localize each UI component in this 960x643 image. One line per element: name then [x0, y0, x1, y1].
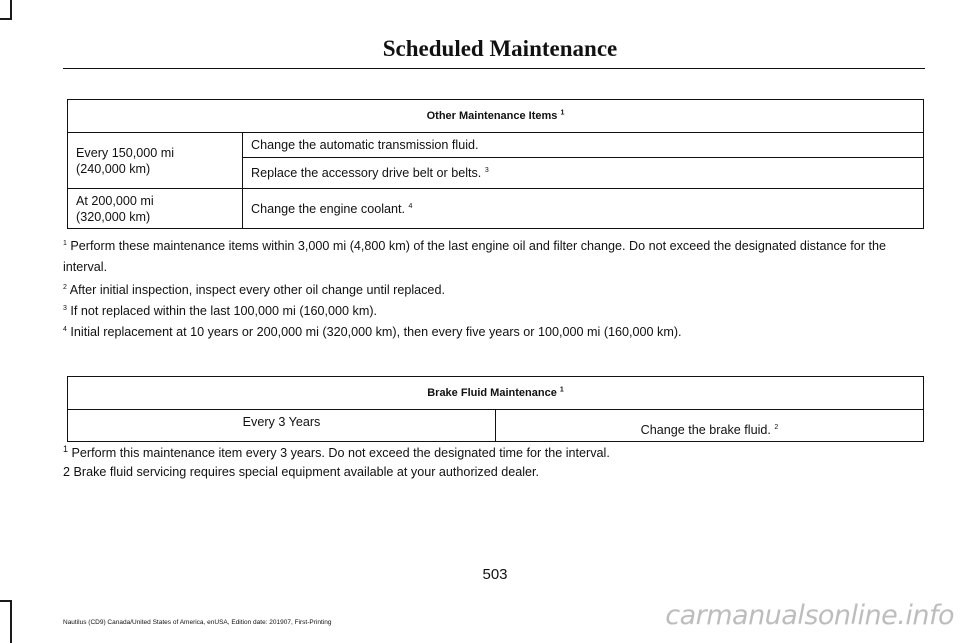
watermark: carmanualsonline.info: [665, 600, 954, 631]
table1-heading: [68, 100, 924, 133]
table1-action-2-sup: 3: [484, 166, 489, 174]
table1-action-2-text: Replace the accessory drive belt or belts.: [251, 166, 482, 180]
header-rule: [63, 68, 925, 69]
footnote-3: [63, 301, 929, 322]
footnote-2-text: After initial inspection, inspect every other oil change until replaced.: [69, 283, 445, 297]
footnote-3-num: 3: [63, 304, 67, 312]
table2-action-sup: 2: [774, 423, 779, 431]
brake-fluid-table: [67, 376, 924, 442]
table1-interval-3: At 200,000 mi (320,000 km): [68, 189, 243, 229]
table2-interval: Every 3 Years: [68, 410, 496, 442]
table1-action-1-text: Change the automatic transmission fluid.: [251, 138, 479, 152]
table2-heading-text: Brake Fluid Maintenance: [427, 387, 557, 399]
table1-action-1: [243, 133, 924, 158]
table2-action-text: Change the brake fluid.: [640, 423, 771, 437]
footnote-4-num: 4: [63, 325, 67, 333]
crop-mark-bottom-left-v: [10, 600, 12, 643]
footnote-4-text: Initial replacement at 10 years or 200,000 mi (320,000 km), then every five years or 100,000 mi (160,000 km).: [70, 325, 682, 339]
footnotes-table1: [63, 236, 929, 343]
table1-heading-sup: 1: [560, 109, 565, 117]
table1-action-3-text: Change the engine coolant.: [251, 201, 406, 216]
table1-action-2: [243, 158, 924, 189]
footnote-b2-num: 2: [63, 465, 71, 479]
table1-action-3-sup: 4: [408, 202, 413, 210]
footnote-2: [63, 280, 929, 301]
footnote-b2-text: Brake fluid servicing requires special equipment available at your authorized dealer.: [73, 465, 540, 479]
crop-mark-top-left-h: [0, 18, 12, 20]
footnote-4: [63, 322, 929, 343]
page-title: Scheduled Maintenance: [382, 36, 618, 61]
footnote-1: [63, 236, 929, 278]
footnote-b1-text: Perform this maintenance item every 3 years. Do not exceed the designated time for the interval.: [71, 446, 610, 460]
footnote-2-num: 2: [63, 283, 67, 291]
table1-interval-1: Every 150,000 mi (240,000 km): [68, 133, 243, 189]
footnote-3-text: If not replaced within the last 100,000 mi (160,000 km).: [70, 304, 378, 318]
table2-action: [496, 410, 924, 442]
crop-mark-top-left-v: [10, 0, 12, 20]
edition-footer: Nautilus (CD9) Canada/United States of America, enUSA, Edition date: 201907, First-Printing: [63, 619, 332, 626]
footnote-b1: [63, 443, 610, 460]
table2-heading-sup: 1: [559, 386, 564, 394]
table1-heading-text: Other Maintenance Items: [426, 110, 558, 122]
table2-heading: [68, 377, 924, 410]
footnote-1-text: Perform these maintenance items within 3,000 mi (4,800 km) of the last engine oil and filter change. Do not exceed the designated distance for the interval.: [63, 239, 886, 274]
crop-mark-bottom-left-h: [0, 600, 12, 602]
page-number: 503: [482, 566, 508, 583]
table1-action-3: [243, 189, 924, 229]
other-maintenance-table: [67, 99, 924, 229]
footnote-b1-num: 1: [63, 443, 69, 454]
footnote-1-num: 1: [63, 239, 67, 247]
footnote-b2: [63, 465, 539, 479]
